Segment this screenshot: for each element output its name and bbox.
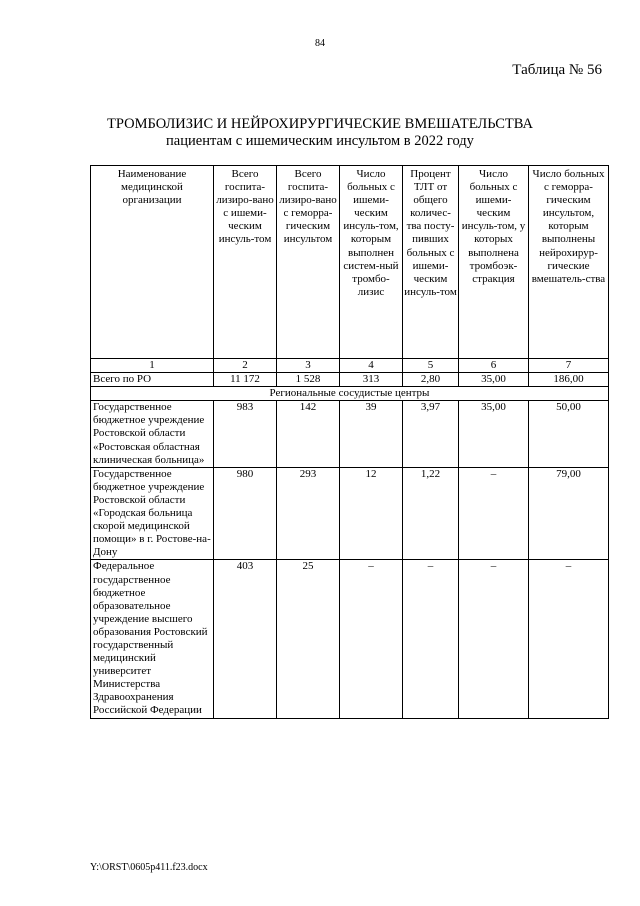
header-thrombolysis: Число больных с ишеми-ческим инсуль-том, которым выполнен систем-ный тромбо-лизис: [340, 166, 403, 359]
total-label: Всего по РО: [91, 373, 214, 387]
table-cell: 11 172: [214, 373, 277, 387]
column-number: 2: [214, 359, 277, 373]
column-number: 4: [340, 359, 403, 373]
header-thrombectomy: Число больных с ишеми-ческим инсуль-том, у которых выполнена тромбоэк-стракция: [459, 166, 529, 359]
table-cell: 403: [214, 560, 277, 718]
column-number: 6: [459, 359, 529, 373]
table-cell: 12: [340, 467, 403, 560]
table-title: [0, 116, 640, 150]
organization-name: Федеральное государственное бюджетное образовательное учреждение высшего образования Ростовский государственный медицинский университет Министерства Здравоохранения Российской Федерации: [91, 560, 214, 718]
page-number: 84: [315, 38, 325, 49]
table-cell: –: [403, 560, 459, 718]
header-hemorrhagic-total: Всего госпита-лизиро-вано с геморра-гическим инсультом: [277, 166, 340, 359]
table-cell: 1,22: [403, 467, 459, 560]
table-cell: 50,00: [529, 401, 609, 467]
header-ischemic-total: Всего госпита-лизиро-вано с ишеми-ческим инсуль-том: [214, 166, 277, 359]
table-cell: 313: [340, 373, 403, 387]
table-cell: 980: [214, 467, 277, 560]
organization-name: Государственное бюджетное учреждение Ростовской области «Ростовская областная клиническая больница»: [91, 401, 214, 467]
table-cell: 35,00: [459, 401, 529, 467]
table-label: Таблица № 56: [512, 62, 602, 78]
table-cell: 2,80: [403, 373, 459, 387]
table-cell: 1 528: [277, 373, 340, 387]
table-cell: 142: [277, 401, 340, 467]
table-cell: 293: [277, 467, 340, 560]
table-cell: 186,00: [529, 373, 609, 387]
column-number: 1: [91, 359, 214, 373]
section-row: [91, 387, 609, 401]
column-number: 7: [529, 359, 609, 373]
table-cell: 3,97: [403, 401, 459, 467]
table-row: [91, 467, 609, 560]
table-cell: 79,00: [529, 467, 609, 560]
title-line-2: пациентам с ишемическим инсультом в 2022 году: [166, 133, 474, 149]
table-row: [91, 401, 609, 467]
header-tlt-percent: Процент ТЛТ от общего количес-тва посту-пивших больных с ишеми-ческим инсуль-том: [403, 166, 459, 359]
header-neurosurgery: Число больных с геморра-гическим инсультом, которым выполнены нейрохирур-гические вмешатель-ства: [529, 166, 609, 359]
table-cell: 35,00: [459, 373, 529, 387]
table-cell: 25: [277, 560, 340, 718]
table-row: [91, 560, 609, 718]
header-row: [91, 166, 609, 359]
header-organization: Наименование медицинской организации: [91, 166, 214, 359]
table-cell: 983: [214, 401, 277, 467]
column-number: 3: [277, 359, 340, 373]
title-line-1: ТРОМБОЛИЗИС И НЕЙРОХИРУРГИЧЕСКИЕ ВМЕШАТЕЛЬСТВА: [107, 116, 533, 132]
organization-name: Государственное бюджетное учреждение Ростовской области «Городская больница скорой медицинской помощи» в г. Ростове-на-Дону: [91, 467, 214, 560]
column-number: 5: [403, 359, 459, 373]
table-cell: 39: [340, 401, 403, 467]
table-cell: –: [529, 560, 609, 718]
table-cell: –: [340, 560, 403, 718]
section-title: Региональные сосудистые центры: [91, 387, 609, 401]
column-number-row: [91, 359, 609, 373]
stroke-treatment-table: [90, 165, 609, 719]
table-cell: –: [459, 467, 529, 560]
footer-file-path: Y:\ORST\0605p411.f23.docx: [90, 862, 208, 873]
total-row: [91, 373, 609, 387]
table-cell: –: [459, 560, 529, 718]
